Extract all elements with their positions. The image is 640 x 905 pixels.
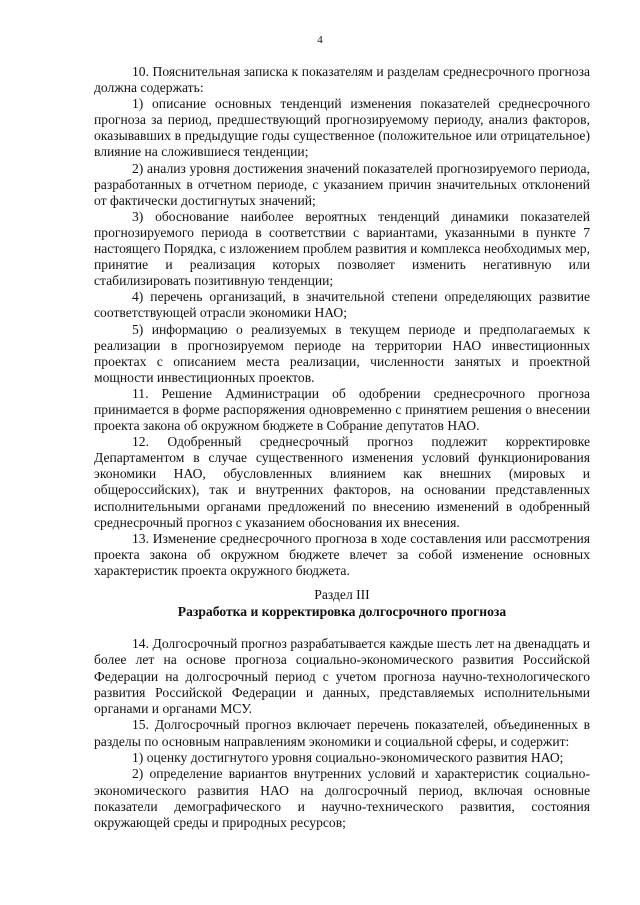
- paragraph-13: 13. Изменение среднесрочного прогноза в ходе составления или рассмотрения проекта закона об окружном бюджете влечет за собой изменение основных характеристик проекта окружного бюджета.: [94, 530, 590, 578]
- body-text-top: [94, 64, 590, 579]
- section-number: Раздел III: [314, 587, 370, 602]
- paragraph-11: 11. Решение Администрации об одобрении среднесрочного прогноза принимается в форме распоряжения одновременно с принятием решения о внесении проекта закона об окружном бюджете в Собрание депутатов НАО.: [94, 385, 590, 434]
- paragraph-15: 15. Долгосрочный прогноз включает перечень показателей, объединенных в разделы по основным направлениям экономики и социальной сферы, и содержит:: [94, 717, 590, 749]
- list-item-15-1: 1) оценку достигнутого уровня социально-экономического развития НАО;: [132, 750, 564, 766]
- section-heading: Разработка и корректировка долгосрочного прогноза: [177, 604, 507, 619]
- body-text-bottom: [94, 636, 590, 832]
- page-number: 4: [317, 34, 323, 46]
- list-item-10-1: 1) описание основных тенденций изменения показателей среднесрочного прогноза за период, предшествующий прогнозируемому периоду, анализ факторов, оказывавших в предыдущие годы существенное (положительное или отрицательное) влияние на сложившиеся тенденции;: [94, 96, 590, 160]
- list-item-10-4: 4) перечень организаций, в значительной степени определяющих развитие соответствующей отрасли экономики НАО;: [94, 289, 590, 321]
- list-item-10-2: 2) анализ уровня достижения значений показателей прогнозируемого периода, разработанных в отчетном периоде, с указанием причин значительных отклонений от фактически достигнутых значений;: [94, 160, 590, 208]
- paragraph-10: 10. Пояснительная записка к показателям и разделам среднесрочного прогноза должна содержать:: [94, 64, 590, 96]
- list-item-10-3: 3) обоснование наиболее вероятных тенденций динамики показателей прогнозируемого периода в соответствии с вариантами, указанными в пункте 7 настоящего Порядка, с изложением проблем развития и комплекса необходимых мер, принятие и реализация которых позволяет изменить негативную или стабилизировать позитивную тенденции;: [94, 208, 590, 289]
- paragraph-12: 12. Одобренный среднесрочный прогноз подлежит корректировке Департаментом в случае существенного изменения условий функционирования экономики НАО, обусловленных влиянием как внешних (мировых и общероссийских), так и внутренних факторов, на основании представленных исполнительными органами предложений по внесению изменений в одобренный среднесрочный прогноз с указанием обоснования их внесения.: [94, 434, 590, 530]
- paragraph-14: 14. Долгосрочный прогноз разрабатывается каждые шесть лет на двенадцать и более лет на основе прогноза социально-экономического развития Российской Федерации на долгосрочный период с учетом прогноза научно-технологического развития Российской Федерации и данных, представляемых исполнительными органами и органами МСУ.: [94, 636, 590, 717]
- list-item-15-2: 2) определение вариантов внутренних условий и характеристик социально-экономического развития НАО на долгосрочный период, включая основные показатели демографического и научно-технического развития, состояния окружающей среды и природных ресурсов;: [94, 766, 590, 831]
- list-item-10-5: 5) информацию о реализуемых в текущем периоде и предполагаемых к реализации в прогнозируемом периоде на территории НАО инвестиционных проектах с описанием места реализации, численности занятых и проектной мощности инвестиционных проектов.: [94, 321, 590, 385]
